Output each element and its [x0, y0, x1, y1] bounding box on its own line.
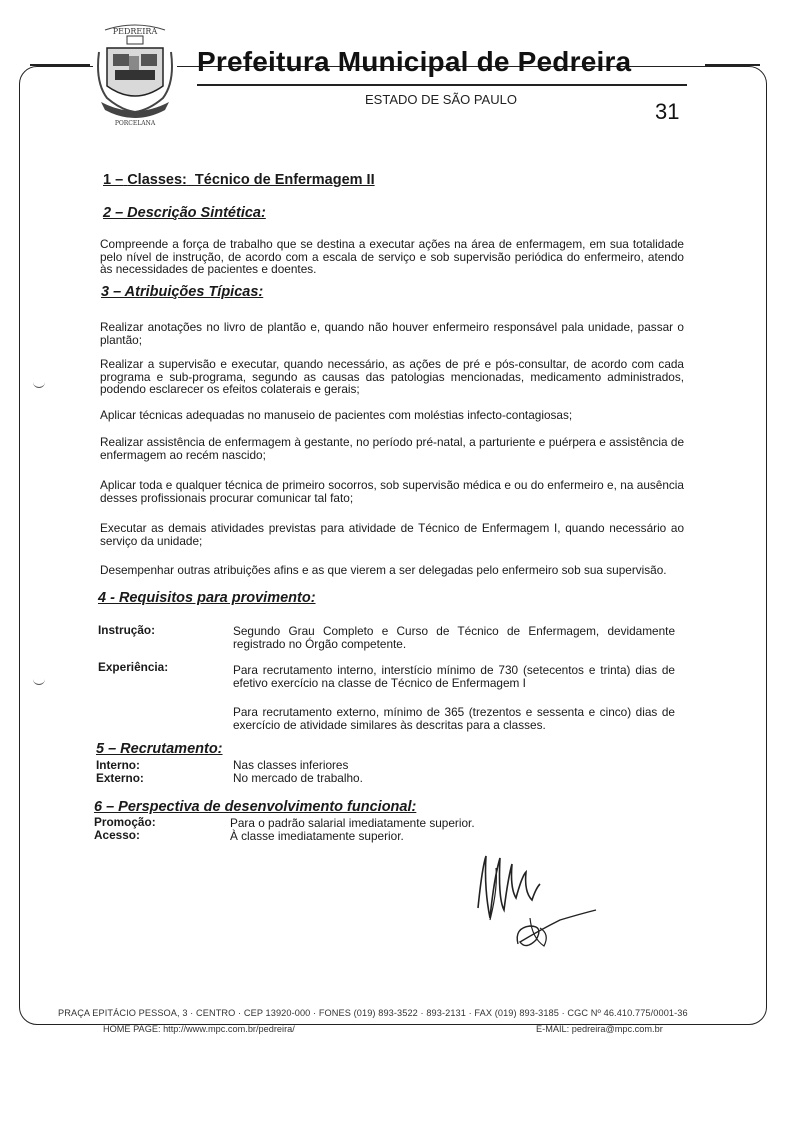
crest-top-text: PEDREIRA [112, 27, 158, 36]
crest-emblem-icon [93, 22, 177, 130]
handwritten-signatures [470, 848, 610, 963]
municipal-crest [93, 22, 177, 130]
acesso-label: Acesso: [94, 828, 140, 842]
experiencia-interno-text: Para recrutamento interno, interstício mínimo de 730 (setecentos e trinta) dias de efetivo exercício na classe de Técnico de Enfermagem I [233, 663, 675, 690]
instrucao-label: Instrução: [98, 623, 156, 637]
section-requisitos-heading: 4 - Requisitos para provimento: [98, 590, 316, 606]
signature-icon [470, 848, 610, 958]
footer-address: PRAÇA EPITÁCIO PESSOA, 3 · CENTRO · CEP 13920-000 · FONES (019) 893-3522 · 893-2131 · FAX (019) 893-3185 · CGC Nº 46.410.775/0001-36 [58, 1008, 688, 1018]
section-label: Classes: [127, 172, 187, 188]
atribuicao-item: Aplicar técnicas adequadas no manuseio de pacientes com moléstias infecto-contagiosas; [100, 408, 573, 422]
section-perspectiva-heading: 6 – Perspectiva de desenvolvimento funcional: [94, 799, 417, 815]
atribuicao-item: Realizar a supervisão e executar, quando necessário, as ações de pré e pós-consultar, de acordo com cada programa e sub-programa, segundo as causas das patologias mencionadas, medicamento administrados, podendo esclarecer os efeitos colaterais e gerais; [100, 357, 684, 396]
externo-value: No mercado de trabalho. [233, 771, 363, 785]
experiencia-label: Experiência: [98, 660, 169, 674]
interno-value: Nas classes inferiores [233, 758, 349, 772]
atribuicao-item: Realizar assistência de enfermagem à gestante, no período pré-natal, a parturiente e puérpera e assistência de enfermagem ao recém nascido; [100, 435, 684, 462]
atribuicao-item: Realizar anotações no livro de plantão e, quando não houver enfermeiro responsável pala unidade, passar o plantão; [100, 320, 684, 347]
section-atribuicoes-heading: 3 – Atribuições Típicas: [101, 284, 264, 300]
section-number: 1 – [103, 172, 124, 188]
instrucao-text: Segundo Grau Completo e Curso de Técnico de Enfermagem, devidamente registrado no Órgão competente. [233, 624, 675, 651]
page-number: 31 [655, 99, 680, 124]
footer-email-link[interactable]: E-MAIL: pedreira@mpc.com.br [536, 1024, 663, 1034]
interno-label: Interno: [96, 758, 140, 772]
externo-label: Externo: [96, 771, 144, 785]
state-subtitle: ESTADO DE SÃO PAULO [365, 92, 517, 107]
crest-bottom-text: PORCELANA [114, 120, 156, 127]
promocao-label: Promoção: [94, 815, 156, 829]
atribuicao-item: Desempenhar outras atribuições afins e as que vierem a ser delegadas pelo enfermeiro sob sua supervisão. [100, 563, 667, 577]
atribuicao-item: Executar as demais atividades previstas para atividade de Técnico de Enfermagem I, quando necessário ao serviço da unidade; [100, 521, 684, 548]
class-name: Técnico de Enfermagem II [194, 172, 375, 188]
footer-homepage-link[interactable]: HOME PAGE: http://www.mpc.com.br/pedreira/ [103, 1024, 295, 1034]
page-title: Prefeitura Municipal de Pedreira [197, 46, 632, 77]
section-descricao-heading: 2 – Descrição Sintética: [103, 205, 266, 221]
header-rule-right [705, 64, 760, 66]
header-rule-left [30, 64, 90, 66]
atribuicao-item: Aplicar toda e qualquer técnica de primeiro socorros, sob supervisão médica e ou do enfermeiro e, na ausência desses profissionais procurar comunicar tal fato; [100, 478, 684, 505]
descricao-text: Compreende a força de trabalho que se destina a executar ações na área de enfermagem, em sua totalidade pelo nível de instrução, de acordo com a escala de serviço e sob supervisão periódica do enfermeiro, atendo às necessidades de pacientes e doentes. [100, 237, 684, 276]
section-classes-heading [103, 172, 375, 188]
experiencia-externo-text: Para recrutamento externo, mínimo de 365 (trezentos e sessenta e cinco) dias de exercício de atividade similares às descritas para a classes. [233, 705, 675, 732]
title-underline [197, 84, 687, 86]
section-recrutamento-heading: 5 – Recrutamento: [96, 741, 223, 757]
promocao-value: Para o padrão salarial imediatamente superior. [230, 816, 475, 830]
acesso-value: À classe imediatamente superior. [230, 829, 404, 843]
